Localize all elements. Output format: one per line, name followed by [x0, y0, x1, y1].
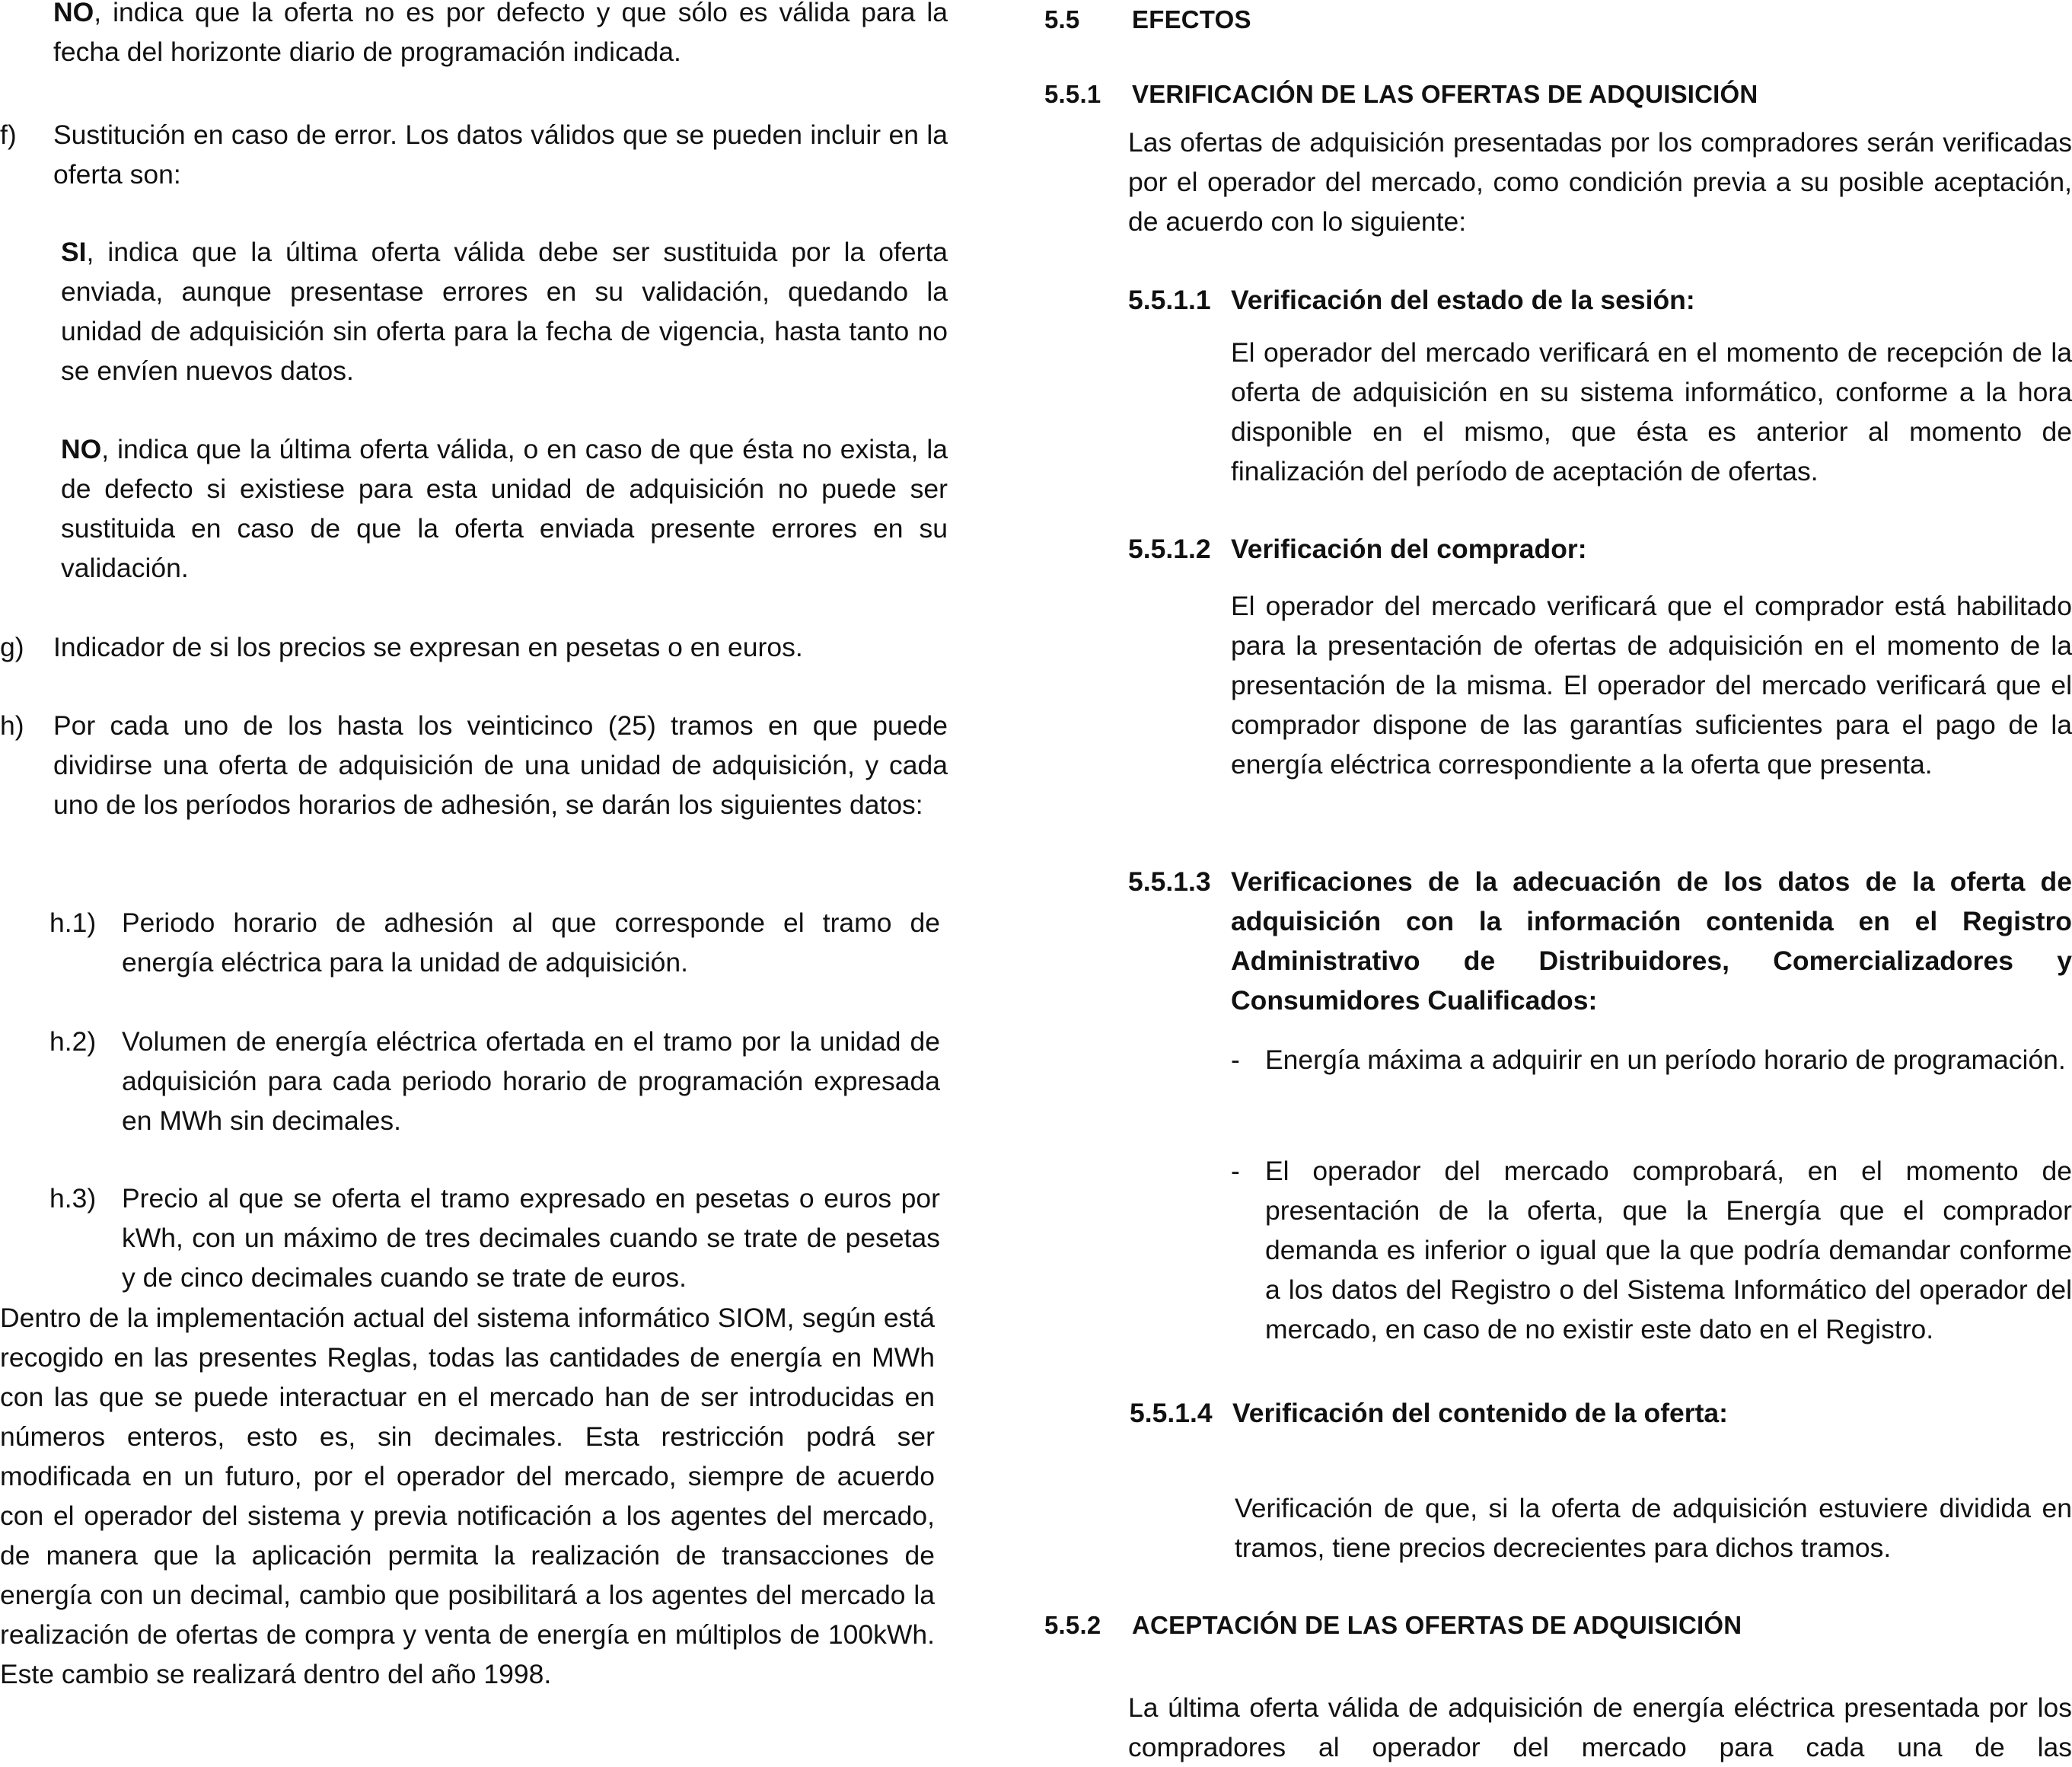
section-5-5-1-number: 5.5.1 [1044, 80, 1101, 108]
section-5-5-1-1-heading [1128, 280, 2072, 320]
section-5-5-1-3-bullet-1-dash: - [1231, 1045, 1240, 1075]
si-replace-text: , indica que la última oferta válida debe ser sustituida por la oferta enviada, aunque presentase errores en su validación, quedando la unidad de adquisición sin oferta para la fecha de vigencia, hasta tanto no se envíen nuevos datos. [61, 237, 948, 386]
section-5-5-1-4-title: Verificación del contenido de la oferta: [1232, 1398, 1728, 1428]
section-5-5-1-1-text: El operador del mercado verificará en el momento de recepción de la oferta de adquisición en su sistema informático, conforme a la hora disponible en el mismo, que ésta es anterior al momento de finalización del período de aceptación de ofertas. [1231, 337, 2072, 486]
item-g-label: g) [0, 632, 24, 662]
section-5-5-title: EFECTOS [1132, 5, 1251, 33]
item-f-label: f) [0, 120, 17, 150]
section-5-5-1-1-number: 5.5.1.1 [1128, 285, 1211, 315]
section-5-5-1-3-number: 5.5.1.3 [1128, 866, 1211, 897]
section-5-5-1-heading [1044, 75, 1758, 114]
section-5-5-1-2-heading [1128, 529, 2072, 569]
section-5-5-2-number: 5.5.2 [1044, 1611, 1101, 1639]
section-5-5-2-heading [1044, 1606, 1742, 1645]
section-5-5-1-3-title: Verificaciones de la adecuación de los datos de la oferta de adquisición con la información contenida en el Registro Administrativo de Distribuidores, Comercializadores y Consumidores Cualificados: [1231, 866, 2072, 1016]
item-h3-text: Precio al que se oferta el tramo expresado en pesetas o euros por kWh, con un máximo de tres decimales cuando se trate de pesetas y de cinco decimales cuando se trate de euros. [122, 1183, 940, 1293]
item-h2-text: Volumen de energía eléctrica ofertada en el tramo por la unidad de adquisición para cada periodo horario de programación expresada en MWh sin decimales. [122, 1026, 940, 1136]
section-5-5-1-intro: Las ofertas de adquisición presentadas por los compradores serán verificadas por el operador del mercado, como condición previa a su posible aceptación, de acuerdo con lo siguiente: [1128, 127, 2072, 237]
section-5-5-1-2-text: El operador del mercado verificará que el comprador está habilitado para la presentación de ofertas de adquisición en el momento de la presentación de la misma. El operador del mercado verificará que el comprador dispone de las garantías suficientes para el pago de la energía eléctrica correspondiente a la oferta que presenta. [1231, 591, 2072, 780]
section-5-5-2-text: La última oferta válida de adquisición de energía eléctrica presentada por los compradores al operador del mercado para cada una de las [1128, 1692, 2072, 1762]
section-5-5-1-1-title: Verificación del estado de la sesión: [1231, 285, 1695, 315]
section-5-5-number: 5.5 [1044, 5, 1080, 33]
si-replace-key: SI [61, 237, 87, 267]
section-5-5-1-3-heading [1128, 862, 2072, 1020]
siom-paragraph: Dentro de la implementación actual del sistema informático SIOM, según está recogido en las presentes Reglas, todas las cantidades de energía en MWh con las que se puede interactuar en el mercado han de ser introducidas en números enteros, esto es, sin decimales. Esta restricción podrá ser modificada en un futuro, por el operador del mercado, siempre de acuerdo con el operador del sistema y previa notificación a los agentes del mercado, de manera que la aplicación permita la realización de transacciones de energía con un decimal, cambio que posibilitará a los agentes del mercado la realización de ofertas de compra y venta de energía en múltiplos de 100kWh. Este cambio se realizará dentro del año 1998. [0, 1303, 935, 1689]
item-h1-text: Periodo horario de adhesión al que corresponde el tramo de energía eléctrica para la unidad de adquisición. [122, 907, 940, 978]
no-replace-paragraph [61, 429, 948, 588]
section-5-5-1-3-bullet-2-dash: - [1231, 1156, 1240, 1186]
section-5-5-1-2-number: 5.5.1.2 [1128, 534, 1211, 564]
no-replace-key: NO [61, 434, 102, 464]
item-h-text: Por cada uno de los hasta los veinticinco (25) tramos en que puede dividirse una oferta de adquisición de una unidad de adquisición, y cada uno de los períodos horarios de adhesión, se darán los siguientes datos: [53, 710, 948, 820]
section-5-5-1-3-bullet-1-text: Energía máxima a adquirir en un período horario de programación. [1265, 1045, 2066, 1075]
item-h1-label: h.1) [49, 907, 97, 938]
no-default-paragraph [53, 0, 948, 72]
no-replace-text: , indica que la última oferta válida, o en caso de que ésta no exista, la de defecto si existiese para esta unidad de adquisición no puede ser sustituida en caso de que la oferta enviada presente errores en su validación. [61, 434, 948, 583]
section-5-5-1-2-title: Verificación del comprador: [1231, 534, 1587, 564]
si-replace-paragraph [61, 232, 948, 391]
item-h3-label: h.3) [49, 1183, 97, 1214]
section-5-5-1-4-number: 5.5.1.4 [1130, 1398, 1213, 1428]
section-5-5-1-4-heading [1130, 1393, 2072, 1433]
no-default-key: NO [53, 0, 94, 27]
no-default-text: , indica que la oferta no es por defecto y que sólo es válida para la fecha del horizonte diario de programación indicada. [53, 0, 948, 67]
item-g-text: Indicador de si los precios se expresan en pesetas o en euros. [53, 632, 803, 662]
item-h-label: h) [0, 710, 24, 741]
section-5-5-2-title: ACEPTACIÓN DE LAS OFERTAS DE ADQUISICIÓN [1132, 1611, 1742, 1639]
section-5-5-1-3-bullet-2-text: El operador del mercado comprobará, en el momento de presentación de la oferta, que la Energía que el comprador demanda es inferior o igual que la que podría demandar conforme a los datos del Registro o del Sistema Informático del operador del mercado, en caso de no existir este dato en el Registro. [1265, 1156, 2072, 1344]
section-5-5-1-title: VERIFICACIÓN DE LAS OFERTAS DE ADQUISICIÓN [1132, 80, 1758, 108]
item-h2-label: h.2) [49, 1026, 97, 1057]
item-f-text: Sustitución en caso de error. Los datos válidos que se pueden incluir en la oferta son: [53, 120, 948, 190]
section-5-5-1-4-text: Verificación de que, si la oferta de adquisición estuviere dividida en tramos, tiene precios decrecientes para dichos tramos. [1235, 1493, 2072, 1563]
section-5-5-heading [1044, 0, 1251, 40]
